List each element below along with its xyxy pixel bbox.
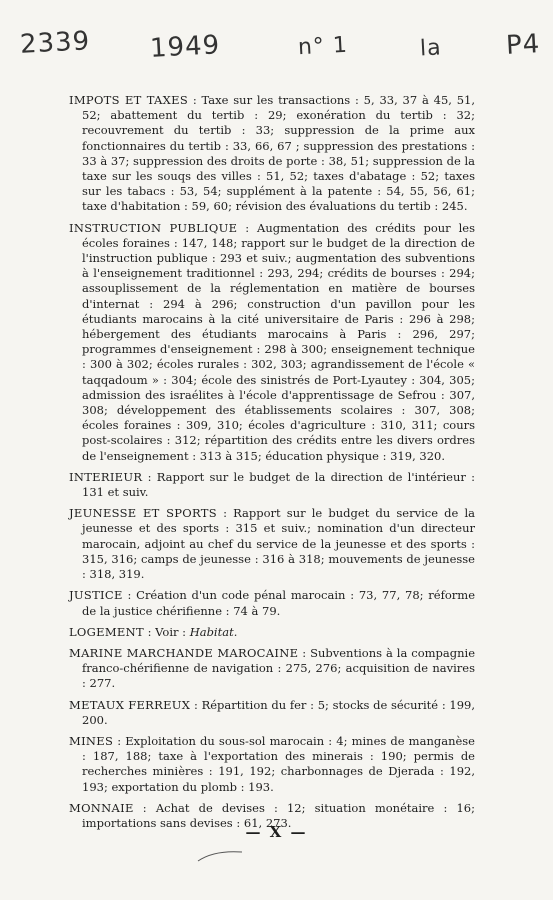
index-entry: MINES : Exploitation du sous-sol marocain : 4; mines de manganèse : 187, 188; taxe à l'exportation des minerais : 190; permis de recherches minières : 191, 192; charbonnages de Djerada : 192, 193; exportation du plomb : 193. (69, 733, 475, 794)
index-entry: METAUX FERREUX : Répartition du fer : 5; stocks de sécurité : 199, 200. (69, 697, 476, 727)
index-list (69, 93, 475, 837)
index-entry: JEUNESSE ET SPORTS : Rapport sur le budget du service de la jeunesse et des sports : 315 et suiv.; nomination d'un directeur marocain, adjoint au chef du service de la jeunesse et des sports : 315, 316; camps de jeunesse : 316 à 318; mouvements de jeunesse : 318, 319. (69, 506, 476, 582)
entry-term: MARINE MARCHANDE MAROCAINE (69, 645, 299, 660)
entry-body: Exploitation du sous-sol marocain : 4; mines de manganèse : 187, 188; taxe à l'exportation des minerais : 190; permis de recherches minières : 191, 192; charbonnages de Djerada : 192, 193; exportation du plomb : 193. (82, 733, 475, 794)
entry-term: INSTRUCTION PUBLIQUE (69, 220, 238, 235)
entry-body: Répartition du fer : 5; stocks de sécurité : 199, 200. (82, 697, 476, 727)
entry-term: IMPOTS ET TAXES (69, 93, 189, 107)
annotation-page-ref: P4 (505, 29, 541, 61)
entry-body: Création d'un code pénal marocain : 73, 77, 78; réforme de la justice chérifienne : 74 à 79. (82, 588, 475, 618)
pen-mark (196, 848, 246, 864)
entry-term: MINES (69, 733, 114, 748)
annotation-year: 1949 (149, 30, 221, 64)
entry-body: Achat de devises : 12; situation monétaire : 16; importations sans devises : 61, 273. (82, 800, 476, 830)
entry-body: Augmentation des crédits pour les écoles foraines : 147, 148; rapport sur le budget de la direction de l'instruction publique : 293 et suiv.; augmentation des subventions à l'enseignement traditionnel : 293, 294; crédits de bourses : 294; assouplissement de la réglementation en matière de bourses d'internat : 294 à 296; construction d'un pavillon pour les étudiants marocains à la cité universitaire de Paris : 296 à 298; hébergement des étudiants marocains à Paris : 296, 297; programmes d'enseignement : 298 à 300; enseignement technique : 300 à 302; écoles rurales : 302, 303; agrandissement de l'école « taqqadoum » : 304; école des sinistrés de Port-Lyautey : 304, 305; admission des israélites à l'école d'apprentissage de Sefrou : 307, 308; développement des établissements scolaires : 307, 308; écoles foraines : 309, 310; écoles d'agriculture : 310, 311; cours post-scolaires : 312; répartition des crédits entre les divers ordres de l'enseignement : 313 à 315; éducation physique : 319, 320. (82, 220, 475, 463)
entry-term: METAUX FERREUX (69, 697, 191, 712)
index-entry: JUSTICE : Création d'un code pénal marocain : 73, 77, 78; réforme de la justice chérifienne : 74 à 79. (69, 588, 475, 618)
entry-body: Rapport sur le budget de la direction de l'intérieur : 131 et suiv. (82, 469, 475, 500)
index-entry: IMPOTS ET TAXES : Taxe sur les transactions : 5, 33, 37 à 45, 51, 52; abattement du tertib : 29; exonération du tertib : 32; recouvrement du tertib : 33; suppression de la prime aux fonctionnaires du tertib : 33, 66, 67 ; suppression des prestations : 33 à 37; suppression des droits de porte : 38, 51; suppression de la taxe sur les souqs des villes : 51, 52; taxes d'abatage : 52; taxes sur les tabacs : 53, 54; supplément à la patente : 54, 55, 56, 61; taxe d'habitation : 59, 60; révision des évaluations du tertib : 245. (69, 93, 476, 214)
entry-term: LOGEMENT (69, 624, 144, 639)
annotation-issue: n° 1 (297, 32, 349, 61)
page-number: — X — (245, 823, 308, 841)
index-entry: LOGEMENT : Voir : Habitat. (69, 624, 238, 639)
entry-body: Taxe sur les transactions : 5, 33, 37 à 45, 51, 52; abattement du tertib : 29; exonération du tertib : 32; recouvrement du tertib : 33; suppression de la prime aux fonctionnaires du tertib : 33, 66, 67 ; suppression des prestations : 33 à 37; suppression des droits de porte : 38, 51; suppression de la taxe sur les souqs des villes : 51, 52; taxes d'abatage : 52; taxes sur les tabacs : 53, 54; supplément à la patente : 54, 55, 56, 61; taxe d'habitation : 59, 60; révision des évaluations du tertib : 245. (82, 93, 476, 214)
entry-term: MONNAIE (69, 800, 134, 815)
entry-body: Subventions à la compagnie franco-chérifienne de navigation : 275, 276; acquisition de navires : 277. (82, 645, 476, 691)
annotation-la: la (419, 35, 443, 62)
entry-crossref: Habitat. (189, 624, 238, 639)
annotation-number: 2339 (19, 26, 91, 60)
index-entry: INSTRUCTION PUBLIQUE : Augmentation des crédits pour les écoles foraines : 147, 148; rapport sur le budget de la direction de l'instruction publique : 293 et suiv.; augmentation des subventions à l'enseignement traditionnel : 293, 294; crédits de bourses : 294; assouplissement de la réglementation en matière de bourses d'internat : 294 à 296; construction d'un pavillon pour les étudiants marocains à la cité universitaire de Paris : 296 à 298; hébergement des étudiants marocains à Paris : 296, 297; programmes d'enseignement : 298 à 300; enseignement technique : 300 à 302; écoles rurales : 302, 303; agrandissement de l'école « taqqadoum » : 304; école des sinistrés de Port-Lyautey : 304, 305; admission des israélites à l'école d'apprentissage de Sefrou : 307, 308; développement des établissements scolaires : 307, 308; écoles foraines : 309, 310; écoles d'agriculture : 310, 311; cours post-scolaires : 312; répartition des crédits entre les divers ordres de l'enseignement : 313 à 315; éducation physique : 319, 320. (69, 220, 475, 463)
index-entry: MONNAIE : Achat de devises : 12; situation monétaire : 16; importations sans devises : 61, 273. (69, 800, 476, 830)
entry-term: JUSTICE (69, 588, 123, 603)
entry-body: Rapport sur le budget du service de la jeunesse et des sports : 315 et suiv.; nomination d'un directeur marocain, adjoint au chef du service de la jeunesse et des sports : 315, 316; camps de jeunesse : 316 à 318; mouvements de jeunesse : 318, 319. (82, 506, 476, 582)
entry-body: Voir : (155, 624, 187, 639)
index-entry: MARINE MARCHANDE MAROCAINE : Subventions à la compagnie franco-chérifienne de navigation : 275, 276; acquisition de navires : 277. (69, 645, 476, 691)
entry-term: JEUNESSE ET SPORTS (69, 506, 217, 521)
entry-term: INTERIEUR (69, 469, 143, 484)
index-entry: INTERIEUR : Rapport sur le budget de la direction de l'intérieur : 131 et suiv. (69, 469, 475, 500)
